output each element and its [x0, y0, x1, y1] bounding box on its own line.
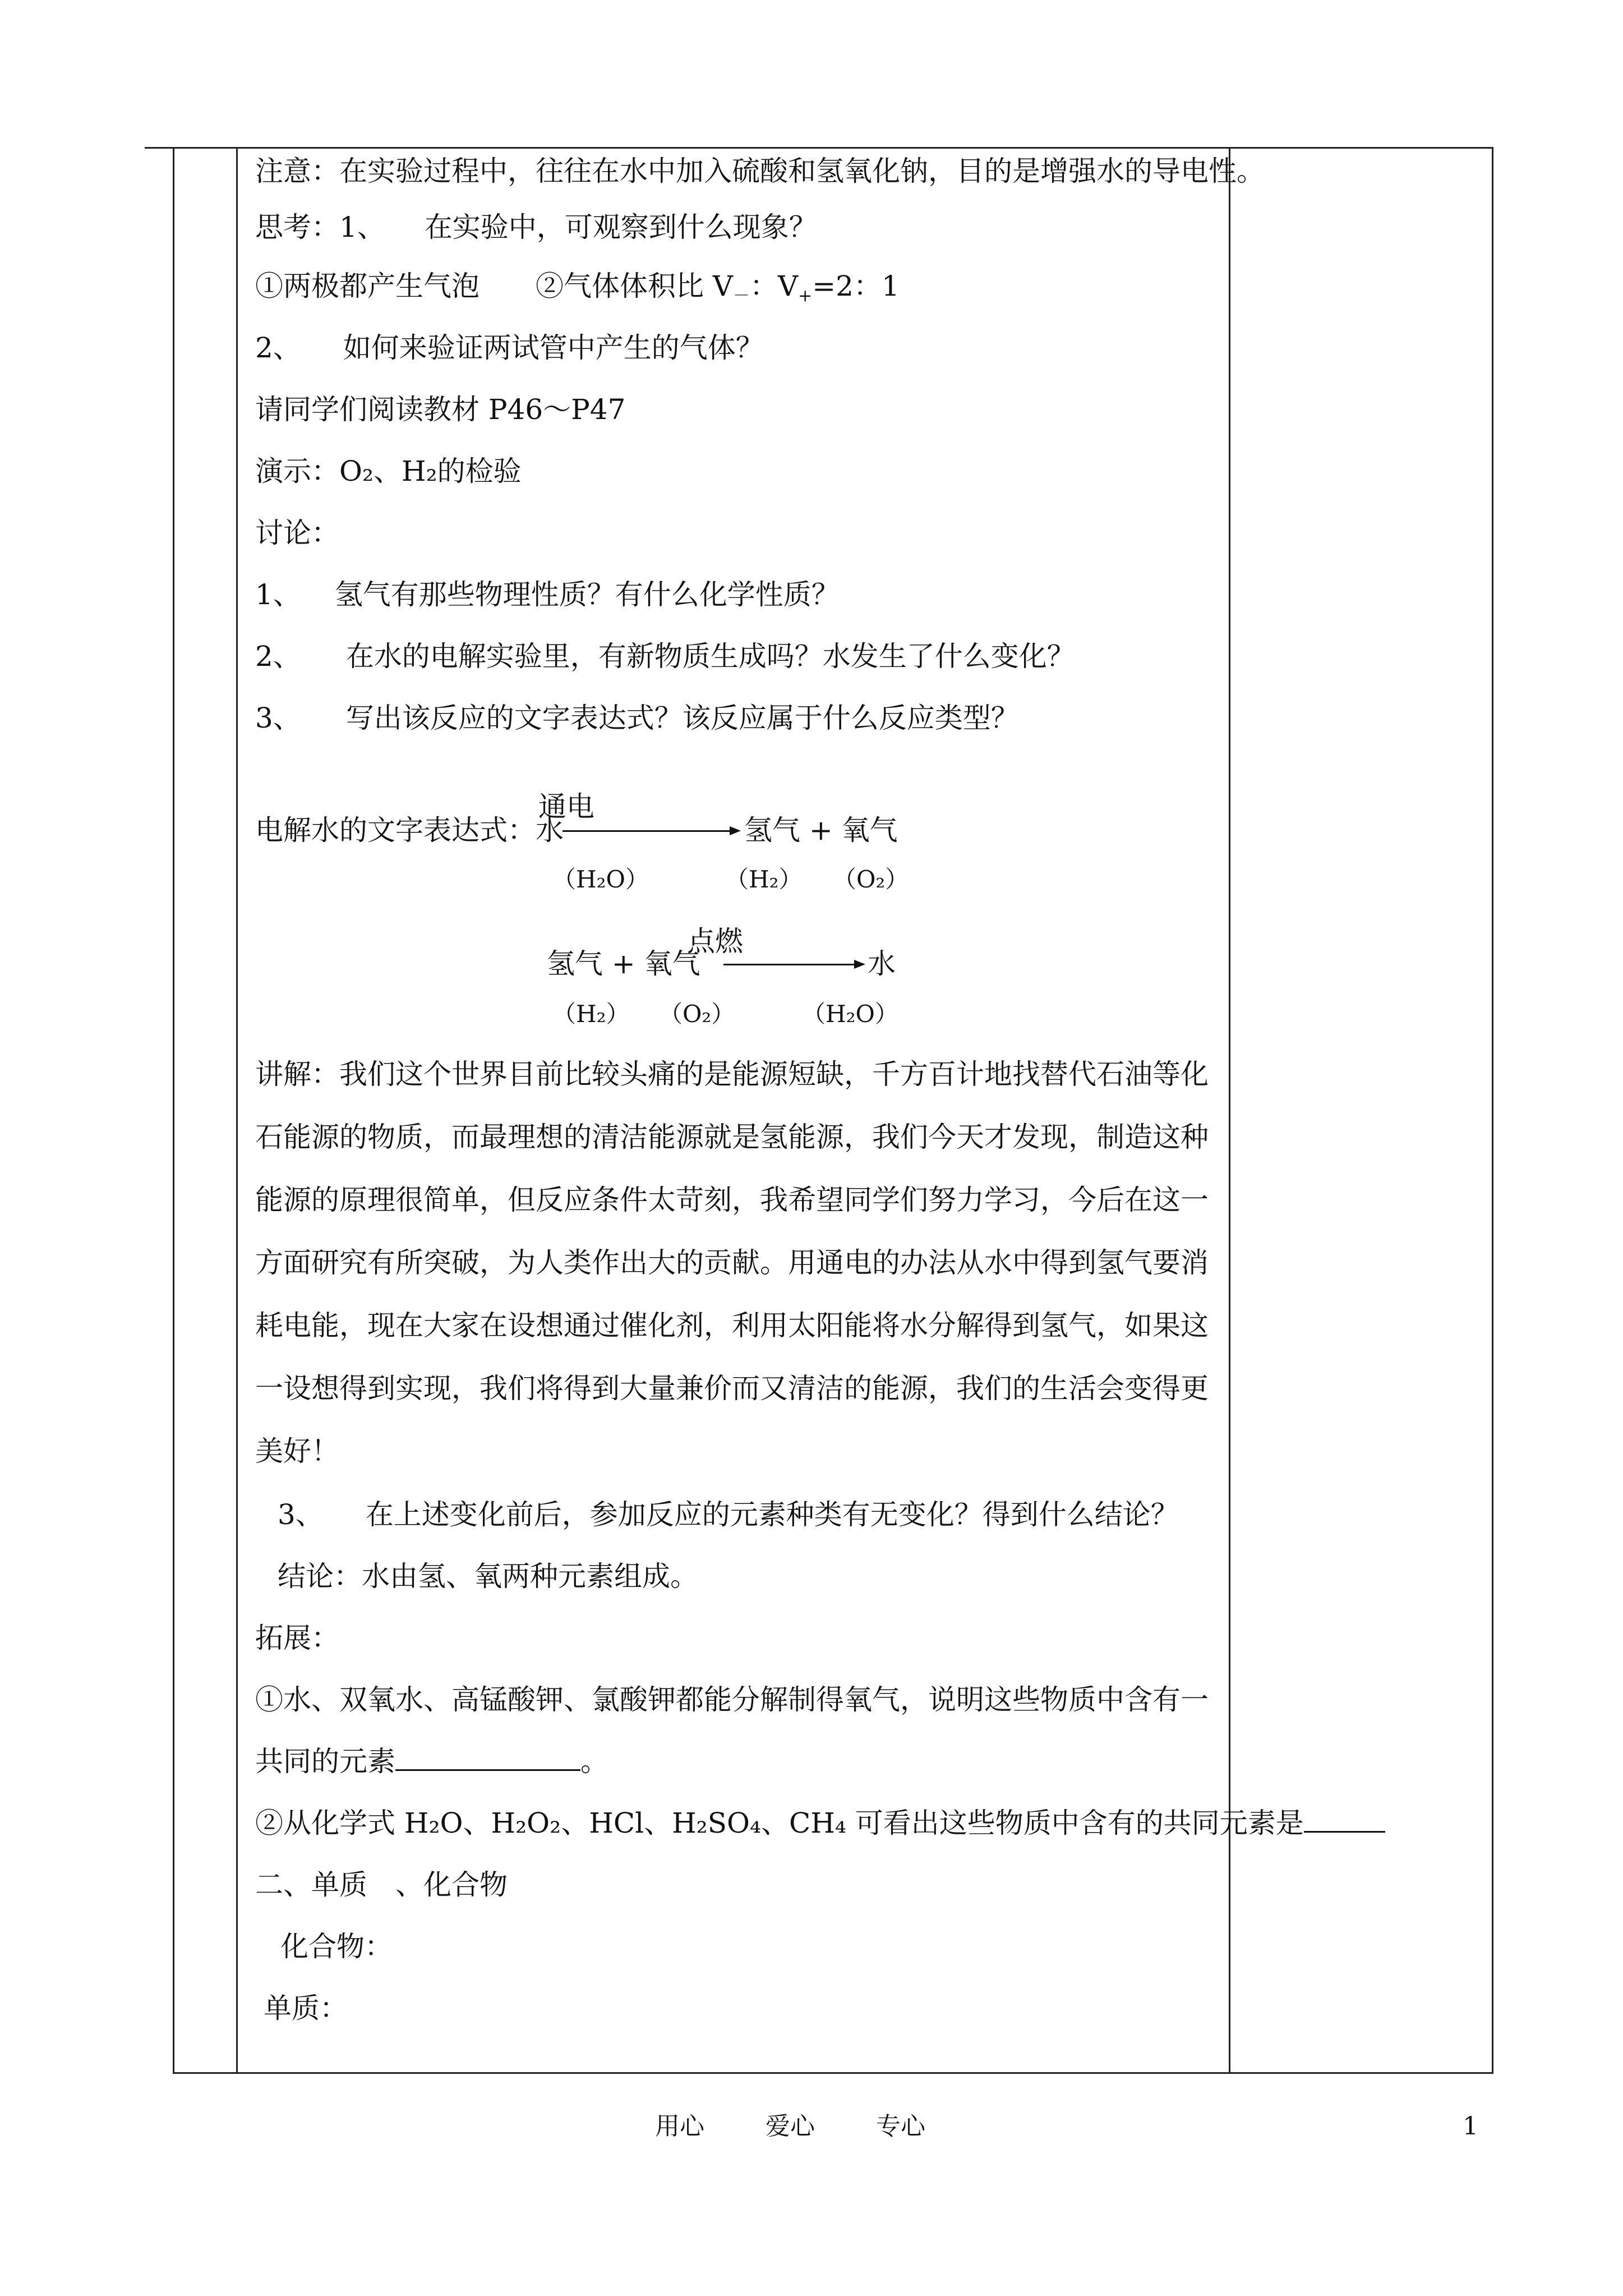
- discussion-3-number: 3、: [255, 702, 301, 734]
- extension-heading: 拓展：: [255, 1622, 339, 1654]
- footer-word-2: 爱心: [766, 2112, 815, 2141]
- discussion-3-text: 写出该反应的文字表达式？该反应属于什么反应类型？: [345, 702, 1019, 734]
- explanation-line-4: 方面研究有所突破，为人类作出大的贡献。用通电的办法从水中得到氢气要消: [255, 1246, 1209, 1279]
- discussion-item-3: [255, 701, 1019, 735]
- equation-1-reactant: 水: [536, 814, 564, 846]
- explanation-line-1: 讲解：我们这个世界目前比较头痛的是能源短缺，千方百计地找替代石油等化: [255, 1058, 1209, 1091]
- question-3-number: 3、: [278, 1498, 324, 1531]
- extension-1-line-2: [255, 1745, 608, 1778]
- extension-1-line-1: ①水、双氧水、高锰酸钾、氯酸钾都能分解制得氧气，说明这些物质中含有一: [255, 1683, 1209, 1716]
- discussion-2-number: 2、: [255, 640, 301, 673]
- discussion-item-2: [255, 639, 1075, 673]
- observation-2-sub-plus: +: [798, 286, 813, 306]
- demo-line: 演示：O₂、H₂的检验: [255, 455, 522, 487]
- extension-1-text: 共同的元素: [255, 1745, 395, 1778]
- equation-1-condition: 通电: [538, 790, 594, 823]
- extension-1-period: 。: [580, 1745, 608, 1778]
- reading-assignment: 请同学们阅读教材 P46～P47: [255, 393, 626, 426]
- explanation-line-6: 一设想得到实现，我们将得到大量兼价而又清洁的能源，我们的生活会变得更: [255, 1372, 1209, 1405]
- extension-2-line: [255, 1806, 1385, 1840]
- explanation-line-2: 石能源的物质，而最理想的清洁能源就是氢能源，我们今天才发现，制造这种: [255, 1121, 1209, 1153]
- question-2: [255, 331, 764, 365]
- think-question-1: [255, 210, 817, 244]
- note-line: 注意：在实验过程中，往往在水中加入硫酸和氢氧化钠，目的是增强水的导电性。: [255, 155, 1265, 187]
- explanation-line-3: 能源的原理很简单，但反应条件太苛刻，我希望同学们努力学习，今后在这一: [255, 1184, 1209, 1216]
- equation-2-formula-oxygen: （O₂）: [659, 1000, 735, 1028]
- discussion-1-text: 氢气有那些物理性质？有什么化学性质？: [334, 578, 840, 611]
- discussion-item-1: [255, 578, 840, 611]
- extension-2-text: ②从化学式 H₂O、H₂O₂、HCl、H₂SO₄、CH₄ 可看出这些物质中含有的共同元素是: [255, 1807, 1304, 1839]
- explanation-line-7: 美好！: [255, 1435, 339, 1467]
- compound-label: 化合物：: [280, 1930, 393, 1963]
- conclusion-line: 结论：水由氢、氧两种元素组成。: [278, 1560, 698, 1593]
- explanation-line-5: 耗电能，现在大家在设想通过催化剂，利用太阳能将水分解得到氢气，如果这: [255, 1309, 1209, 1342]
- answer-blank-2[interactable]: [1304, 1806, 1385, 1833]
- equation-1-arrow-head: [730, 826, 741, 835]
- discussion-1-number: 1、: [255, 578, 301, 611]
- footer-word-3: 专心: [876, 2112, 925, 2141]
- equation-1-products: 氢气 + 氧气: [744, 814, 898, 846]
- observation-2-mid: ：V: [750, 270, 799, 302]
- equation-1-formula-oxygen: （O₂）: [833, 866, 909, 893]
- observation-1: ①两极都产生气泡: [255, 270, 479, 302]
- discussion-2-text: 在水的电解实验里，有新物质生成吗？水发生了什么变化？: [345, 640, 1075, 673]
- question-3: [278, 1498, 1179, 1531]
- element-label: 单质：: [264, 1992, 348, 2024]
- equation-1-prefix: 电解水的文字表达式：: [255, 814, 536, 846]
- question-2-text: 如何来验证两试管中产生的气体？: [343, 332, 764, 364]
- observation-2-ratio: =2：1: [812, 270, 900, 302]
- page-number: 1: [1463, 2112, 1478, 2141]
- equation-2-reactants: 氢气 + 氧气: [547, 947, 700, 980]
- equation-1-arrow-line: [562, 830, 731, 832]
- observation-2-sub-minus: －: [733, 286, 750, 306]
- lesson-table: [173, 147, 1493, 2074]
- observation-2: ②气体体积比 V: [536, 270, 734, 302]
- answer-blank-1[interactable]: [395, 1745, 580, 1771]
- table-column-divider-right: [1229, 149, 1230, 2072]
- think-question-text: 在实验中，可观察到什么现象？: [424, 211, 817, 243]
- equation-2-arrow-line: [723, 964, 855, 965]
- equation-1-formula-water: （H₂O）: [552, 866, 649, 893]
- table-column-divider-left: [236, 149, 238, 2072]
- equation-2-condition: 点燃: [687, 925, 743, 958]
- question-3-text: 在上述变化前后，参加反应的元素种类有无变化？得到什么结论？: [365, 1498, 1179, 1531]
- section-2-heading: 二、单质 、化合物: [255, 1869, 508, 1901]
- equation-2-formula-hydrogen: （H₂）: [552, 1000, 630, 1028]
- discussion-heading: 讨论：: [255, 517, 339, 549]
- question-2-number: 2、: [255, 332, 301, 364]
- equation-1-formula-hydrogen: （H₂）: [725, 866, 803, 893]
- equation-2-product: 水: [868, 947, 896, 980]
- footer-word-1: 用心: [655, 2112, 704, 2141]
- equation-2-arrow-head: [854, 960, 865, 969]
- think-label: 思考：1、: [255, 211, 385, 243]
- equation-2-formula-water: （H₂O）: [802, 1000, 898, 1028]
- observation-line: [255, 269, 900, 306]
